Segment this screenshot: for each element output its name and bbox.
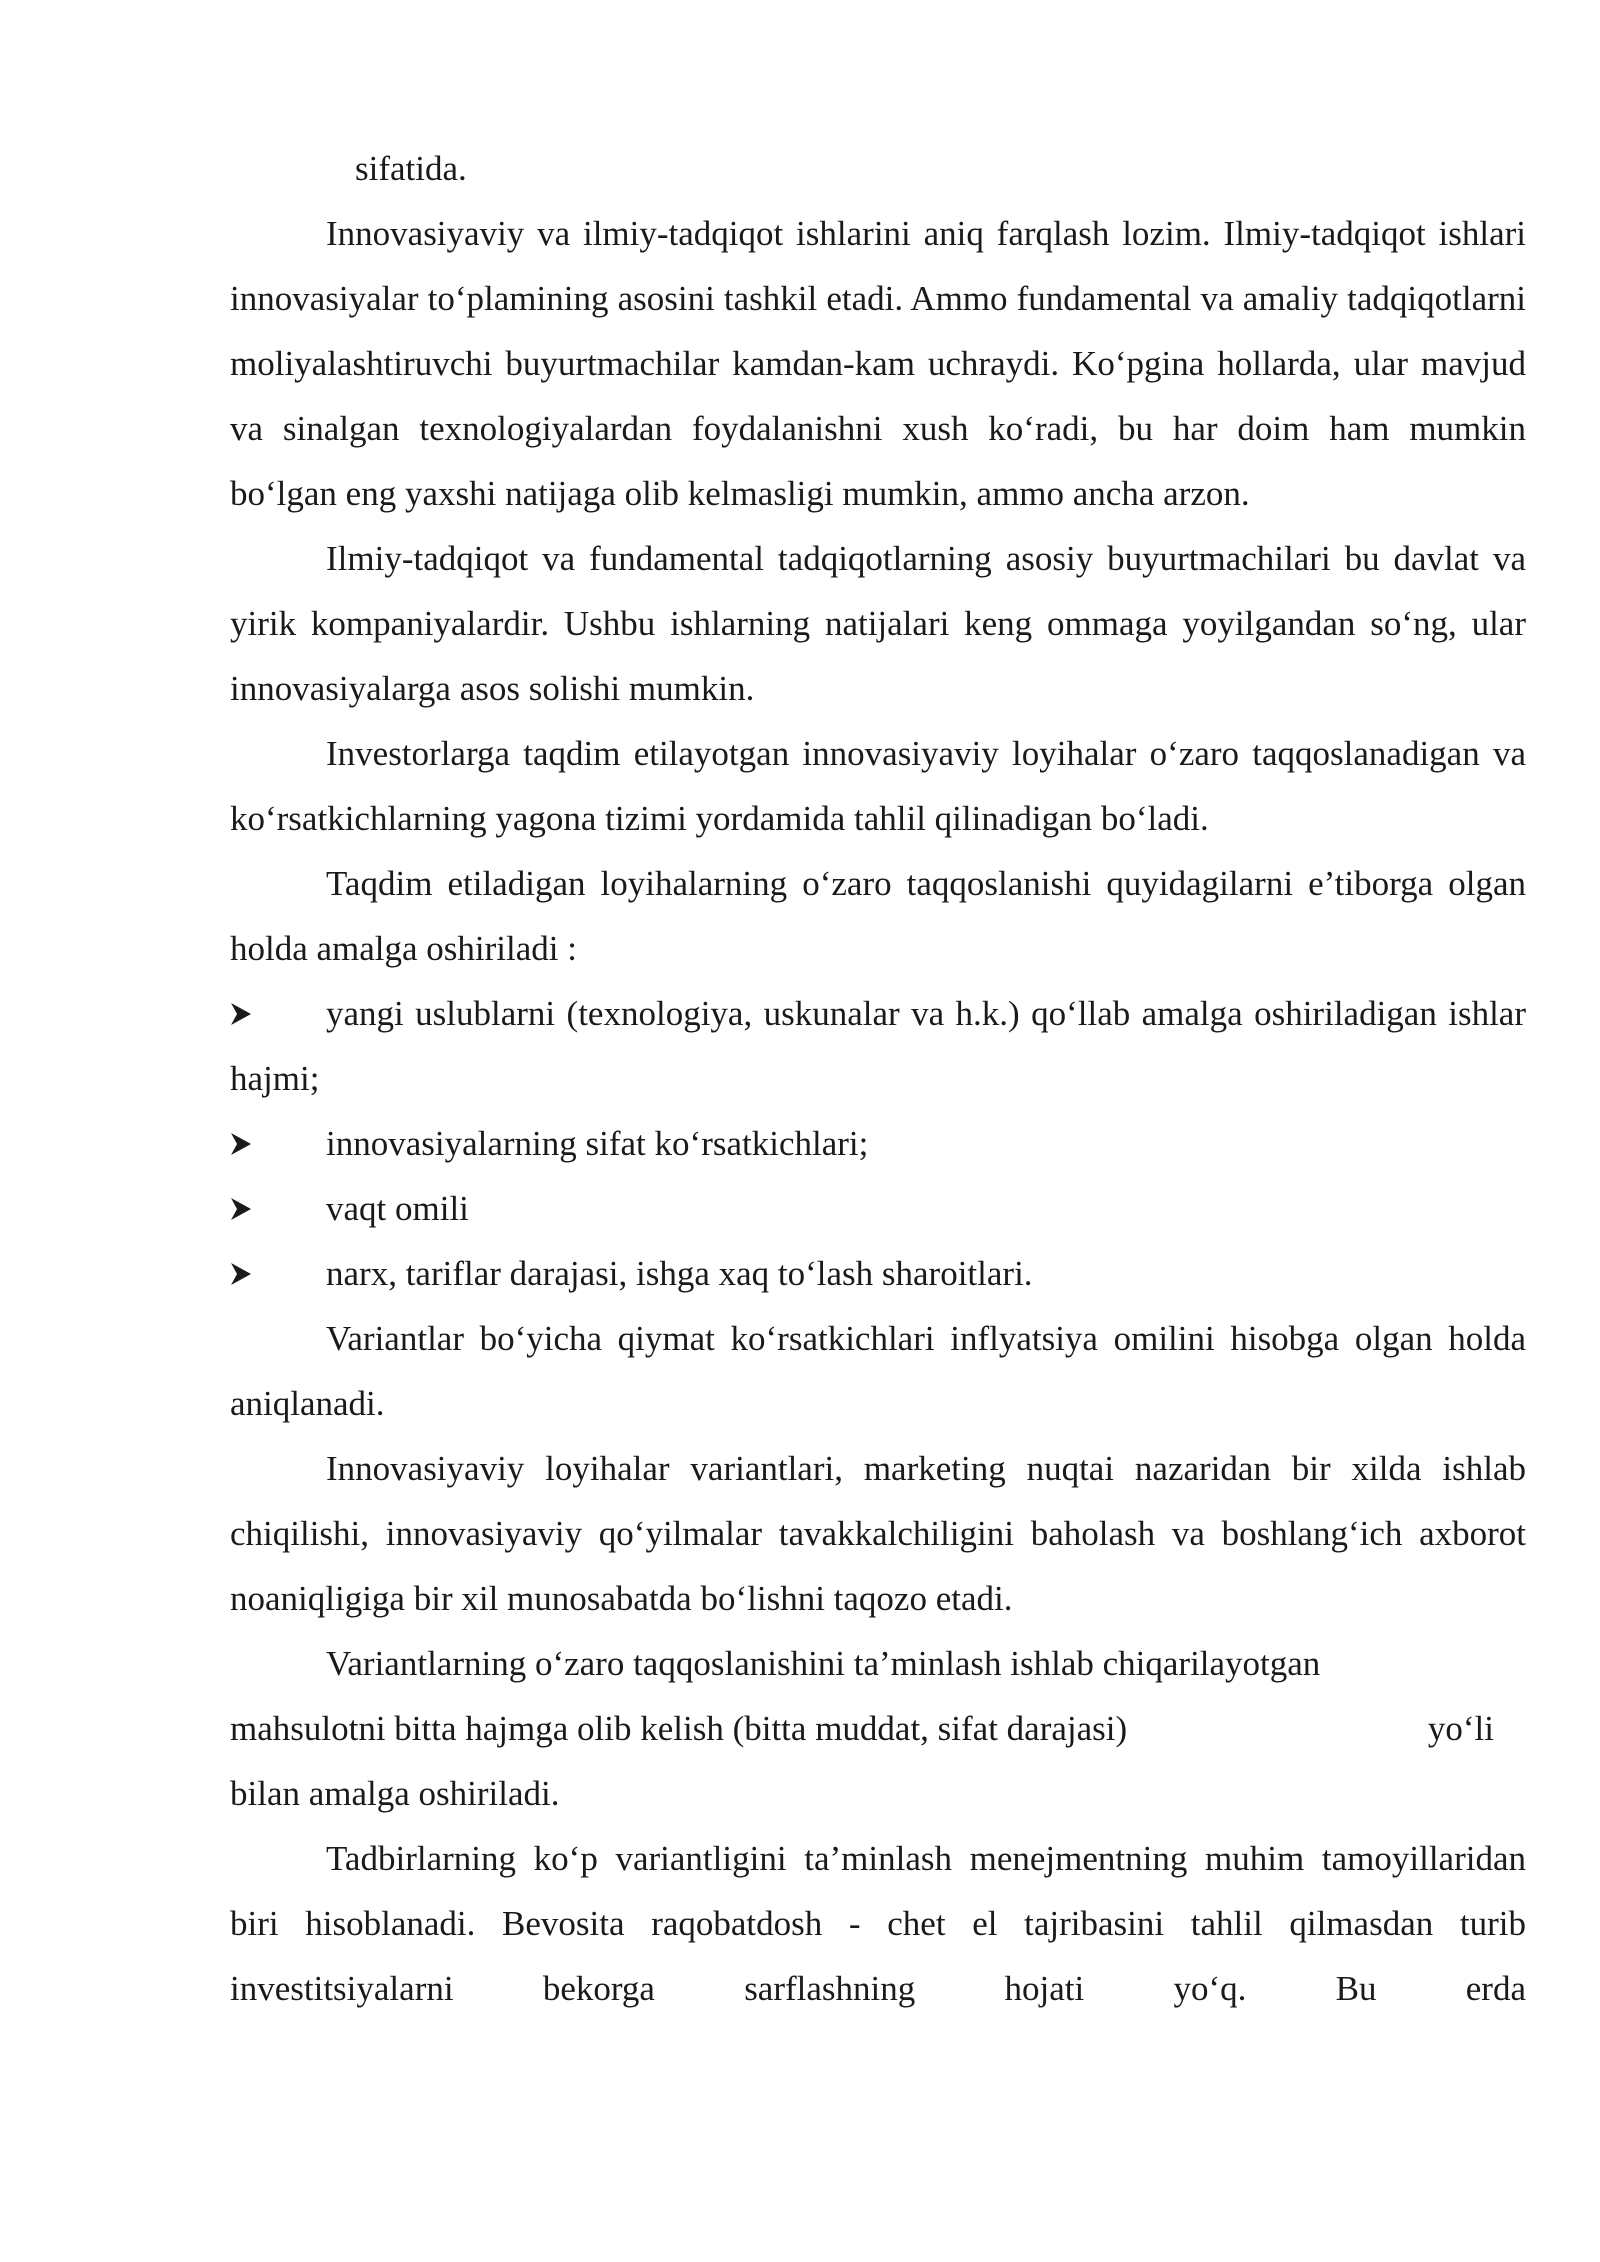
paragraph-line: Variantlarning o‘zaro taqqoslanishini ta’minlash ishlab chiqarilayotgan: [326, 1644, 1321, 1683]
paragraph: Innovasiyaviy va ilmiy-tadqiqot ishlarini aniq farqlash lozim. Ilmiy-tadqiqot ishlari innovasiyalar to‘plamining asosini tashkil etadi. Ammo fundamental va amaliy tadqiqotlarni moliyalashtiruvchi buyurtmachilar kamdan-kam uchraydi. Ko‘pgina hollarda, ular mavjud va sinalgan texnologiyalardan foydalanishni xush ko‘radi, bu har doim ham mumkin bo‘lgan eng yaxshi natijaga olib kelmasligi mumkin, ammo ancha arzon.: [230, 214, 1526, 513]
paragraph-line-left: mahsulotni bitta hajmga olib kelish (bitta muddat, sifat darajasi): [230, 1709, 1128, 1748]
document-page: [230, 136, 1526, 2021]
paragraph: Tadbirlarning ko‘p variantligini ta’minlash menejmentning muhim tamoyillaridan biri hisoblanadi. Bevosita raqobatdosh - chet el tajribasini tahlil qilmasdan turib investitsiyalarni bekorga sarflashning hojati yo‘q. Bu erda: [230, 1839, 1526, 2008]
paragraph: Innovasiyaviy loyihalar variantlari, marketing nuqtai nazaridan bir xilda ishlab chiqilishi, innovasiyaviy qo‘yilmalar tavakkalchiligini baholash va boshlang‘ich axborot noaniqligiga bir xil munosabatda bo‘lishni taqozo etadi.: [230, 1449, 1526, 1618]
paragraph: Ilmiy-tadqiqot va fundamental tadqiqotlarning asosiy buyurtmachilari bu davlat va yirik kompaniyalardir. Ushbu ishlarning natijalari keng ommaga yoyilgandan so‘ng, ular innovasiyalarga asos solishi mumkin.: [230, 539, 1526, 708]
paragraph-line: [230, 1696, 1526, 1761]
bullet-text: innovasiyalarning sifat ko‘rsatkichlari;: [326, 1124, 869, 1163]
paragraph-line-right: yo‘li: [1427, 1709, 1494, 1748]
paragraph: Variantlar bo‘yicha qiymat ko‘rsatkichlari inflyatsiya omilini hisobga olgan holda aniqlanadi.: [230, 1319, 1526, 1423]
bullet-item: [230, 1241, 1526, 1306]
bullet-item: [230, 1176, 1526, 1241]
arrowhead-bullet-icon: [230, 1241, 260, 1286]
bullet-text: yangi uslublarni (texnologiya, uskunalar va h.k.) qo‘llab amalga oshiriladigan ishlar hajmi;: [230, 994, 1526, 1098]
paragraph: Investorlarga taqdim etilayotgan innovasiyaviy loyihalar o‘zaro taqqoslanadigan va ko‘rsatkichlarning yagona tizimi yordamida tahlil qilinadigan bo‘ladi.: [230, 734, 1526, 838]
arrowhead-bullet-icon: [230, 1111, 260, 1156]
bullet-item: [230, 981, 1526, 1111]
bullet-item: [230, 1111, 1526, 1176]
arrowhead-bullet-icon: [230, 1176, 260, 1221]
paragraph-line: bilan amalga oshiriladi.: [230, 1774, 560, 1813]
paragraph-variant-comparison: [230, 1631, 1526, 1826]
bullet-text: narx, tariflar darajasi, ishga xaq to‘lash sharoitlari.: [326, 1254, 1033, 1293]
paragraph-continuation: sifatida.: [355, 149, 467, 188]
paragraph: Taqdim etiladigan loyihalarning o‘zaro taqqoslanishi quyidagilarni e’tiborga olgan holda amalga oshiriladi :: [230, 864, 1526, 968]
arrowhead-bullet-icon: [230, 981, 260, 1026]
bullet-text: vaqt omili: [326, 1189, 469, 1228]
